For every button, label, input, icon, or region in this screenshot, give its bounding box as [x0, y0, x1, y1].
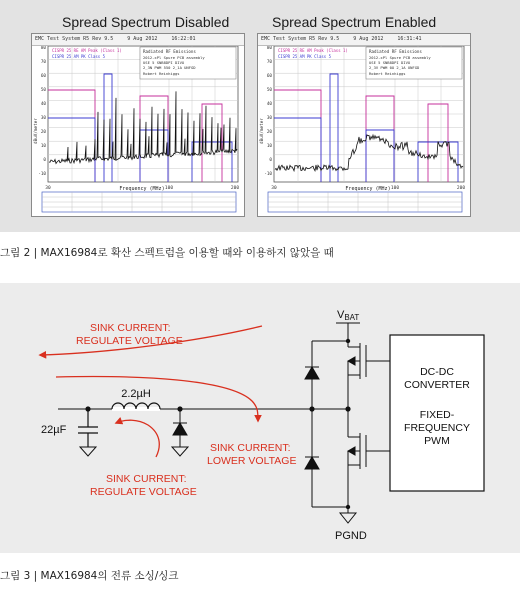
figure-3-caption: 그림 3 | MAX16984의 전류 소싱/싱크: [0, 570, 179, 582]
annotation-bottom-line1: SINK CURRENT:: [106, 473, 187, 485]
capacitor-ground-icon: [80, 447, 96, 456]
limit-label-2: CISPR 25 AM PK Class 5: [52, 54, 105, 59]
info-line-4: 2_3N PWM 550 2_1A UNFGD: [143, 65, 196, 70]
info-line-3: USE 5 SNB8DPI DIVO: [369, 60, 411, 65]
y-axis-label: dBuV/meter: [260, 118, 265, 144]
pwm-label-line1: FIXED-: [419, 409, 455, 421]
y-tick: 80: [266, 46, 272, 51]
limit-label-1: CISPR 25 RE AM Peak (Class 1): [52, 48, 122, 53]
figure-3-schematic: [0, 283, 520, 553]
y-tick: 80: [40, 46, 46, 51]
y-tick: 10: [40, 144, 46, 149]
y-tick-labels: [38, 45, 46, 177]
x-tick: 200: [230, 186, 240, 191]
pgnd-ground-icon: [340, 513, 356, 523]
annotation-lower-line2: LOWER VOLTAGE: [207, 455, 297, 467]
info-line-3: USE 5 SNB8DPI DIVO: [143, 60, 185, 65]
y-tick: 30: [40, 116, 46, 121]
y-tick: 50: [40, 88, 46, 93]
high-side-diode: [305, 341, 319, 409]
y-axis-label: dBuV/meter: [34, 118, 39, 144]
header-date: 9 Aug 2012: [353, 36, 384, 42]
emissions-plot-disabled-svg: [32, 34, 244, 216]
header-system: EMC Test System R5 Rev 9.5: [35, 36, 114, 42]
emissions-plot-disabled: [31, 33, 245, 217]
y-tick: 70: [40, 60, 46, 65]
figure-2-emissions-comparison: [0, 0, 520, 232]
x-axis-label: Frequency (MHz): [345, 186, 391, 192]
converter-label-line2: CONVERTER: [404, 379, 470, 391]
y-tick: -10: [38, 172, 46, 177]
sink-current-arrow-bottom: [116, 420, 159, 457]
annotation-labels: [76, 322, 296, 498]
low-side-mosfet: [348, 409, 390, 513]
high-side-mosfet: [348, 341, 390, 409]
y-tick: 50: [266, 88, 272, 93]
info-line-2: 2012-xPl Spure PCB assembly: [369, 55, 431, 60]
info-line-4: 2_3V PWM 0O 2_1A UNFGD: [369, 65, 420, 70]
figure-2-caption: 그림 2 | MAX16984로 확산 스펙트럼을 이용할 때와 이용하지 않았을 때: [0, 247, 334, 259]
y-tick: 70: [266, 60, 272, 65]
info-line-5: Robert Reinhiggs: [143, 71, 180, 76]
output-capacitor: [78, 409, 98, 447]
info-line-2: 2012-xPl Spure PCB assembly: [143, 55, 205, 60]
header-date: 9 Aug 2012: [127, 36, 158, 42]
x-tick: 30: [45, 186, 51, 191]
emissions-plot-enabled: [257, 33, 471, 217]
load-diode: [173, 409, 187, 447]
annotation-top-line1: SINK CURRENT:: [90, 322, 171, 334]
converter-label-line1: DC-DC: [420, 366, 454, 378]
header-time: 16:22:01: [171, 36, 196, 42]
y-tick: 0: [269, 158, 272, 163]
header-system: EMC Test System R5 Rev 9.5: [261, 36, 340, 42]
limit-label-1: CISPR 25 RE AM Peak (Class 1): [278, 48, 348, 53]
panel-title-enabled: Spread Spectrum Enabled: [272, 14, 437, 30]
analyzer-header: [32, 34, 244, 46]
x-tick: 100: [390, 186, 400, 191]
panel-title-disabled: Spread Spectrum Disabled: [62, 14, 230, 30]
y-tick: 30: [266, 116, 272, 121]
x-tick: 200: [456, 186, 466, 191]
y-tick: 60: [266, 74, 272, 79]
y-tick: 10: [266, 144, 272, 149]
x-tick: 100: [164, 186, 174, 191]
pwm-label-line3: PWM: [424, 435, 450, 447]
info-line-1: Radiated RF Emissions: [369, 49, 422, 54]
capacitor-value: 22µF: [41, 424, 67, 436]
pwm-label-line2: FREQUENCY: [404, 422, 470, 434]
y-tick: 40: [266, 102, 272, 107]
y-tick: -10: [264, 172, 272, 177]
annotation-bottom-line2: REGULATE VOLTAGE: [90, 486, 197, 498]
y-tick: 20: [40, 130, 46, 135]
pgnd-label: PGND: [335, 530, 367, 542]
info-line-5: Robert Reinhiggs: [369, 71, 406, 76]
y-tick: 40: [40, 102, 46, 107]
inductor-value: 2.2µH: [121, 388, 151, 400]
y-tick-labels: [264, 45, 272, 177]
annotation-lower-line1: SINK CURRENT:: [210, 442, 291, 454]
vbat-rail: [312, 323, 360, 341]
analyzer-header: [258, 34, 470, 46]
schematic-svg: [0, 283, 520, 553]
vbat-label: VBAT: [337, 309, 360, 322]
sink-current-arrow-lower: [56, 377, 258, 421]
limit-label-2: CISPR 25 AM PK Class 5: [278, 54, 331, 59]
y-tick: 20: [266, 130, 272, 135]
x-tick: 30: [271, 186, 277, 191]
info-line-1: Radiated RF Emissions: [143, 49, 196, 54]
emissions-plot-enabled-svg: [258, 34, 470, 216]
diode-ground-icon: [172, 447, 188, 456]
header-time: 16:31:41: [397, 36, 422, 42]
low-side-diode: [305, 409, 348, 507]
y-tick: 0: [43, 158, 46, 163]
y-tick: 60: [40, 74, 46, 79]
x-axis-label: Frequency (MHz): [119, 186, 165, 192]
annotation-top-line2: REGULATE VOLTAGE: [76, 335, 183, 347]
